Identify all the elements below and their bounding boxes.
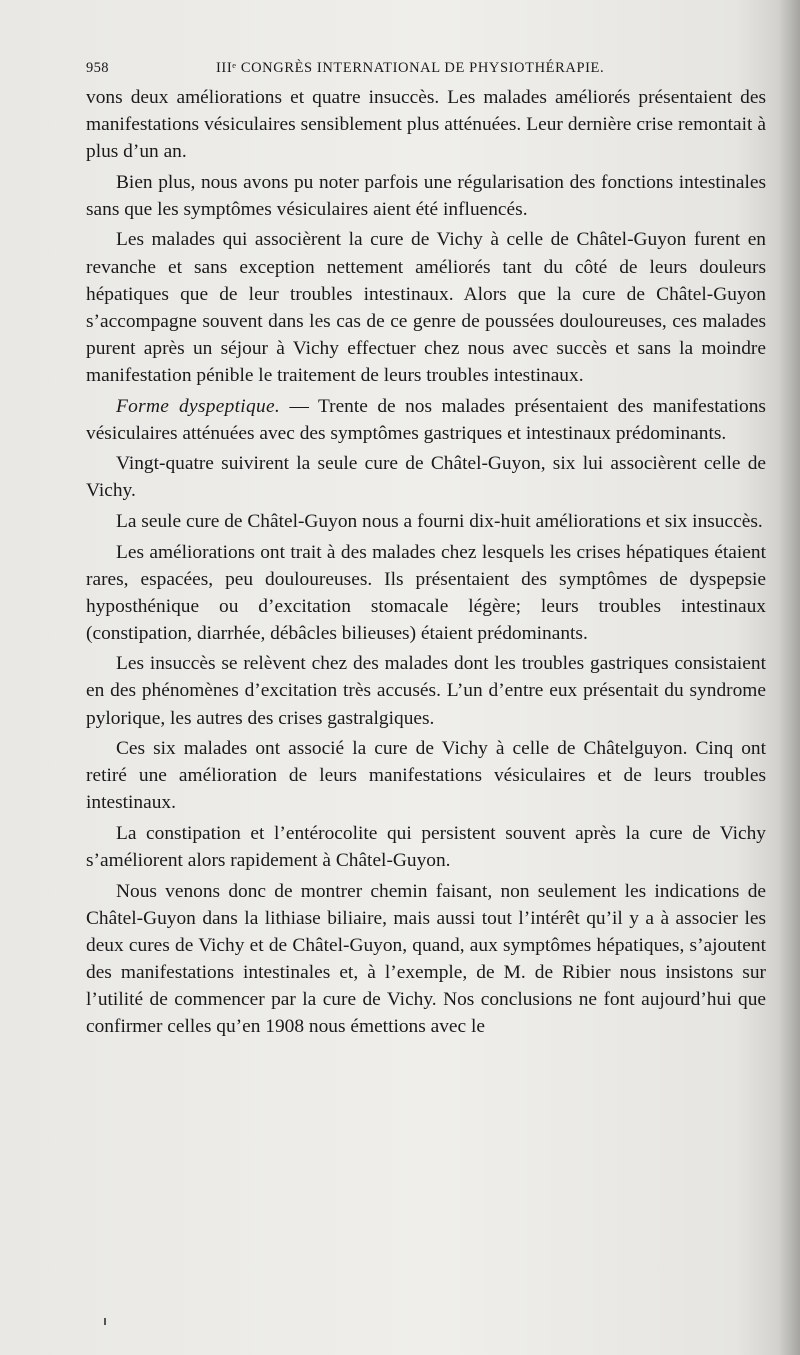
paragraph-4: [86, 393, 766, 447]
paragraph-11: Nous venons donc de montrer chemin faisant, non seulement les indications de Châtel-Guyon dans la lithiase biliaire, mais aussi tout l’intérêt qu’il y a à associer les deux cures de Vichy et de Châtel-Guyon, quand, aux symptômes hépatiques, s’ajoutent des manifestations intestinales et, à l’exemple, de M. de Ribier nous insistons sur l’utilité de commencer par la cure de Vichy. Nos conclusions ne font aujourd’hui que confirmer celles qu’en 1908 nous émettions avec le: [86, 880, 766, 1038]
running-title: IIIᵉ CONGRÈS INTERNATIONAL DE PHYSIOTHÉRAPIE.: [216, 60, 605, 76]
section-heading-dyspeptic: Forme dyspeptique.: [116, 395, 281, 417]
paragraph-7: Les améliorations ont trait à des malades chez lesquels les crises hépatiques étaient rares, espacées, peu douloureuses. Ils présentaient des symptômes de dyspepsie hyposthénique ou d’excitation stomacale légère; leurs troubles intestinaux (constipation, diarrhée, débâcles bilieuses) étaient prédominants.: [86, 541, 766, 644]
paragraph-6: La seule cure de Châtel-Guyon nous a fourni dix-huit améliorations et six insuccès.: [116, 510, 763, 532]
gutter-shadow: [778, 0, 800, 1355]
paragraph-8: Les insuccès se relèvent chez des malades dont les troubles gastriques consistaient en des phénomènes d’excitation très accusés. L’un d’entre eux présentait du syndrome pylorique, les autres des crises gastralgiques.: [86, 653, 766, 729]
paragraph-3: Les malades qui associèrent la cure de Vichy à celle de Châtel-Guyon furent en revanche et sans exception nettement améliorés tant du côté de leurs douleurs hépatiques que de leur troubles intestinaux. Alors que la cure de Châtel-Guyon s’accompagne souvent dans les cas de ce genre de poussées douloureuses, ces malades purent après un séjour à Vichy effectuer chez nous avec succès et sans la moindre manifestation pénible le traitement de leurs troubles intestinaux.: [86, 229, 766, 386]
body-text: [86, 84, 766, 1044]
paragraph-10: La constipation et l’entérocolite qui persistent souvent après la cure de Vichy s’améliorent alors rapidement à Châtel-Guyon.: [86, 822, 766, 872]
paragraph-1: vons deux améliorations et quatre insuccès. Les malades améliorés présentaient des manifestations vésiculaires sensiblement plus atténuées. Leur dernière crise remontait à plus d’un an.: [86, 87, 766, 163]
running-head: [86, 60, 776, 84]
page-speck: [104, 1318, 106, 1325]
paragraph-2: Bien plus, nous avons pu noter parfois une régularisation des fonctions intestinales sans que les symptômes vésiculaires aient été influencés.: [86, 171, 766, 220]
paragraph-5: Vingt-quatre suivirent la seule cure de Châtel-Guyon, six lui associèrent celle de Vichy.: [86, 453, 766, 502]
paragraph-4-text: — Trente de nos malades présentaient des manifestations vésiculaires atténuées avec des symptômes gastriques et intestinaux prédominants.: [86, 395, 766, 444]
paragraph-9: Ces six malades ont associé la cure de Vichy à celle de Châtelguyon. Cinq ont retiré une amélioration de leurs manifestations vésiculaires et de leurs troubles intestinaux.: [86, 738, 766, 814]
page-number: 958: [86, 60, 109, 76]
